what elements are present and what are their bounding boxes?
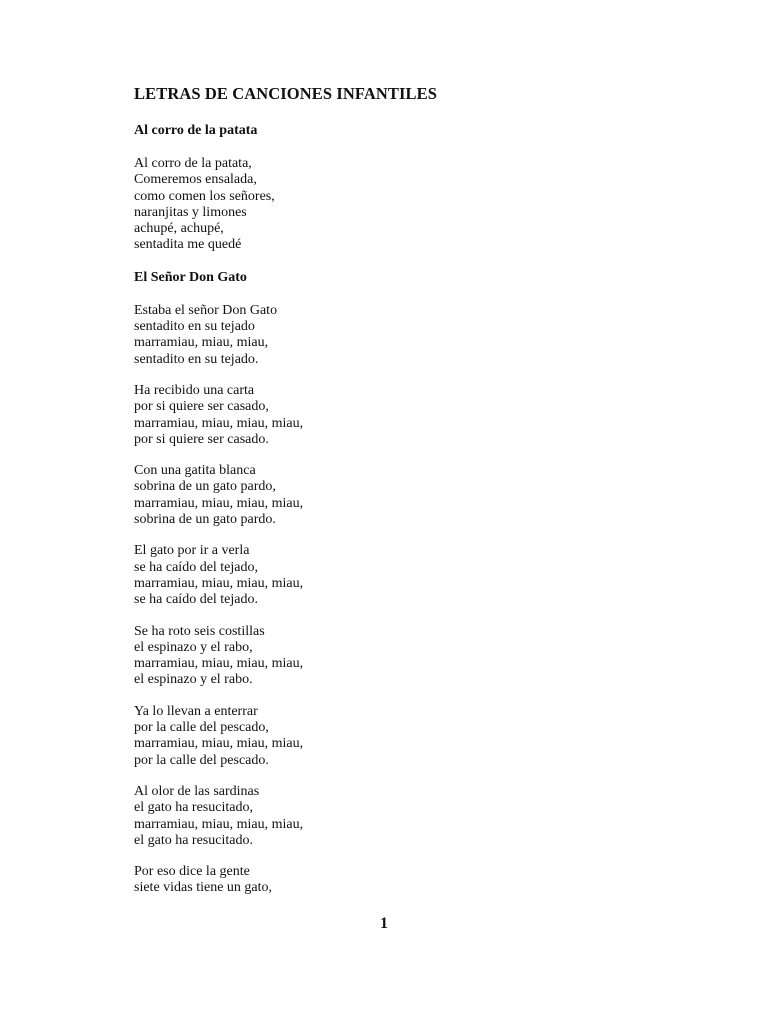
song-title: El Señor Don Gato	[134, 269, 247, 285]
lyric-line: marramiau, miau, miau, miau,	[134, 415, 304, 431]
lyric-line: Estaba el señor Don Gato	[134, 302, 278, 318]
song-block	[134, 269, 654, 897]
lyric-line: se ha caído del tejado.	[134, 592, 259, 608]
lyric-line: por la calle del pescado,	[134, 720, 269, 736]
song-title: Al corro de la patata	[134, 123, 258, 138]
lyric-line: Se ha roto seis costillas	[134, 623, 265, 639]
document-title: LETRAS DE CANCIONES INFANTILES	[134, 84, 437, 103]
stanza	[134, 784, 654, 849]
lyric-line: por la calle del pescado.	[134, 752, 269, 768]
stanza	[134, 303, 654, 368]
stanza	[134, 864, 654, 897]
songs-container	[134, 122, 654, 897]
lyric-line: marramiau, miau, miau, miau,	[134, 495, 304, 511]
lyric-line: sobrina de un gato pardo.	[134, 512, 276, 528]
lyric-line: marramiau, miau, miau, miau,	[134, 736, 304, 752]
stanza	[134, 463, 654, 528]
page-number	[0, 915, 768, 933]
lyric-line: Ya lo llevan a enterrar	[134, 703, 258, 719]
lyric-line: por si quiere ser casado,	[134, 399, 269, 415]
lyric-line: marramiau, miau, miau,	[134, 335, 269, 351]
song-block	[134, 122, 654, 254]
lyric-line: marramiau, miau, miau, miau,	[134, 575, 304, 591]
lyric-line: como comen los señores,	[134, 188, 275, 204]
lyric-line: Por eso dice la gente	[134, 864, 250, 880]
stanza	[134, 624, 654, 689]
lyric-line: por si quiere ser casado.	[134, 431, 269, 447]
lyric-line: naranjitas y limones	[134, 204, 247, 220]
stanza	[134, 543, 654, 608]
lyric-line: sentadito en su tejado	[134, 319, 255, 335]
lyric-line: marramiau, miau, miau, miau,	[134, 816, 304, 832]
lyric-line: el gato ha resucitado,	[134, 800, 253, 816]
lyric-line: Al corro de la patata,	[134, 156, 252, 171]
lyric-line: sentadito en su tejado.	[134, 351, 259, 367]
lyric-line: siete vidas tiene un gato,	[134, 880, 273, 896]
page-number-label: 1	[380, 915, 388, 932]
lyric-line: Ha recibido una carta	[134, 382, 255, 398]
stanza	[134, 383, 654, 448]
stanza	[134, 156, 654, 254]
lyric-line: sobrina de un gato pardo,	[134, 479, 276, 495]
lyric-line: el espinazo y el rabo,	[134, 639, 253, 655]
lyric-line: se ha caído del tejado,	[134, 559, 259, 575]
page-content	[134, 84, 654, 912]
stanza	[134, 704, 654, 769]
lyric-line: achupé, achupé,	[134, 221, 224, 237]
lyric-line: marramiau, miau, miau, miau,	[134, 656, 304, 672]
lyric-line: Al olor de las sardinas	[134, 783, 260, 799]
lyric-line: El gato por ir a verla	[134, 543, 250, 559]
lyric-line: Con una gatita blanca	[134, 463, 256, 479]
lyric-line: Comeremos ensalada,	[134, 172, 257, 188]
lyric-line: el gato ha resucitado.	[134, 832, 253, 848]
lyric-line: el espinazo y el rabo.	[134, 672, 253, 688]
lyric-line: sentadita me quedé	[134, 237, 242, 253]
